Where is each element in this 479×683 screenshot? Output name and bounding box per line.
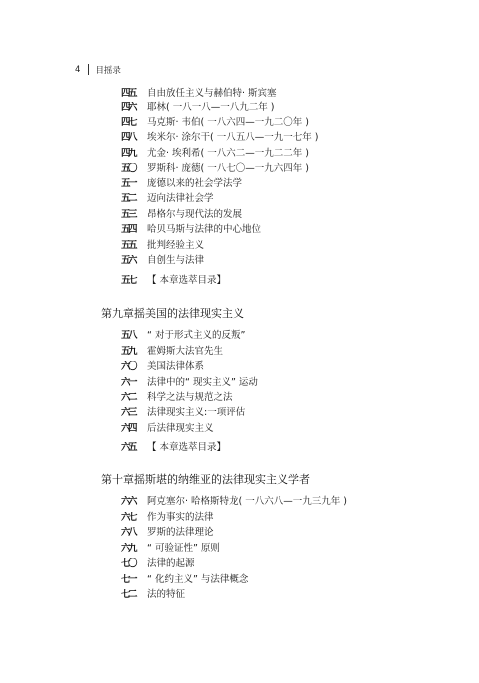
section-number: 七二 [121,589,136,600]
section-number: 七〇 [121,558,136,569]
toc-entry [121,101,274,114]
section-number: 四六 [121,102,136,113]
section-title: 迈向法律社会学 [147,193,214,204]
section-number: 四七 [121,117,136,128]
header-divider [88,64,89,75]
toc-entry [121,422,214,435]
section-number: 五四 [121,224,136,235]
section-title: “ 可验证性” 原则 [147,543,220,554]
section-title: 作为事实的法律 [147,512,214,523]
page-header [75,63,121,76]
toc-entry [121,406,245,419]
section-number: 六三 [121,407,136,418]
toc-entry [121,131,319,144]
section-title: 批判经验主义 [147,240,205,251]
section-title: 阿克塞尔· 哈格斯特龙( 一八六八—一九三九年 ) [147,496,347,507]
section-title: 法律的起源 [147,558,195,569]
section-title: “ 化约主义” 与法律概念 [147,574,249,585]
section-number: 六二 [121,392,136,403]
section-title: 法律现实主义:一项评估 [147,407,246,418]
section-number: 五一 [121,178,136,189]
section-number: 五六 [121,255,136,266]
section-number: 六五 [121,442,136,453]
chapter-10-title: 第十章摇斯堪的纳维亚的法律现实主义学者 [101,473,310,486]
section-number: 五二 [121,193,136,204]
section-title: 自创生与法律 [147,255,205,266]
toc-entry [121,208,242,221]
toc-entry [121,274,226,287]
section-number: 六六 [121,496,136,507]
section-number: 五九 [121,346,136,357]
toc-entry [121,542,220,555]
section-title: 法律中的“ 现实主义” 运动 [147,377,258,388]
section-number: 四九 [121,148,136,159]
toc-entry [121,329,245,342]
toc-entry [121,162,309,175]
toc-entry [121,495,347,508]
toc-entry [121,116,309,129]
toc-entry [121,345,223,358]
section-number: 七一 [121,574,136,585]
running-title: 目摇录 [95,65,121,76]
toc-entry [121,376,258,389]
section-title: 昂格尔与现代法的发展 [147,209,243,220]
section-title: 自由放任主义与赫伯特· 斯宾塞 [147,88,277,99]
section-number: 五三 [121,209,136,220]
section-title: 埃米尔· 涂尔干( 一八五八—一九一七年 ) [147,132,319,143]
section-number: 五七 [121,275,136,286]
section-title: 哈贝马斯与法律的中心地位 [147,224,262,235]
section-number: 四八 [121,132,136,143]
toc-entry [121,360,204,373]
section-number: 六八 [121,527,136,538]
section-title: 罗斯科· 庞德( 一八七〇—一九六四年 ) [147,163,309,174]
section-number: 六一 [121,377,136,388]
toc-entry [121,147,309,160]
section-title: 尤金· 埃利希( 一八六二—一九二二年 ) [147,148,309,159]
toc-entry [121,177,242,190]
section-number: 五五 [121,240,136,251]
section-title: “ 对于形式主义的反叛” [147,330,246,341]
section-title: 【 本章选萃目录】 [147,275,227,286]
toc-entry [121,239,204,252]
section-number: 五〇 [121,163,136,174]
section-title: 后法律现实主义 [147,423,214,434]
chapter-9-title: 第九章摇美国的法律现实主义 [101,307,244,320]
toc-entry [121,441,226,454]
toc-entry [121,573,248,586]
section-title: 【 本章选萃目录】 [147,442,227,453]
toc-entry [121,254,204,267]
section-title: 霍姆斯大法官先生 [147,346,224,357]
section-number: 五八 [121,330,136,341]
section-number: 六九 [121,543,136,554]
section-number: 六〇 [121,361,136,372]
section-number: 六七 [121,512,136,523]
section-title: 法的特征 [147,589,186,600]
toc-entry [121,391,233,404]
toc-entry [121,192,214,205]
toc-entry [121,557,195,570]
section-title: 科学之法与规范之法 [147,392,233,403]
section-title: 耶林( 一八一八—一八九二年 ) [147,102,275,113]
toc-entry [121,87,277,100]
section-title: 马克斯· 韦伯( 一八六四—一九二〇年 ) [147,117,309,128]
section-number: 四五 [121,88,136,99]
page-number: 4 [75,64,81,75]
section-title: 罗斯的法律理论 [147,527,214,538]
section-title: 庞德以来的社会学法学 [147,178,243,189]
toc-entry [121,511,214,524]
toc-entry [121,223,261,236]
section-title: 美国法律体系 [147,361,205,372]
section-number: 六四 [121,423,136,434]
toc-entry [121,588,185,601]
toc-entry [121,526,214,539]
